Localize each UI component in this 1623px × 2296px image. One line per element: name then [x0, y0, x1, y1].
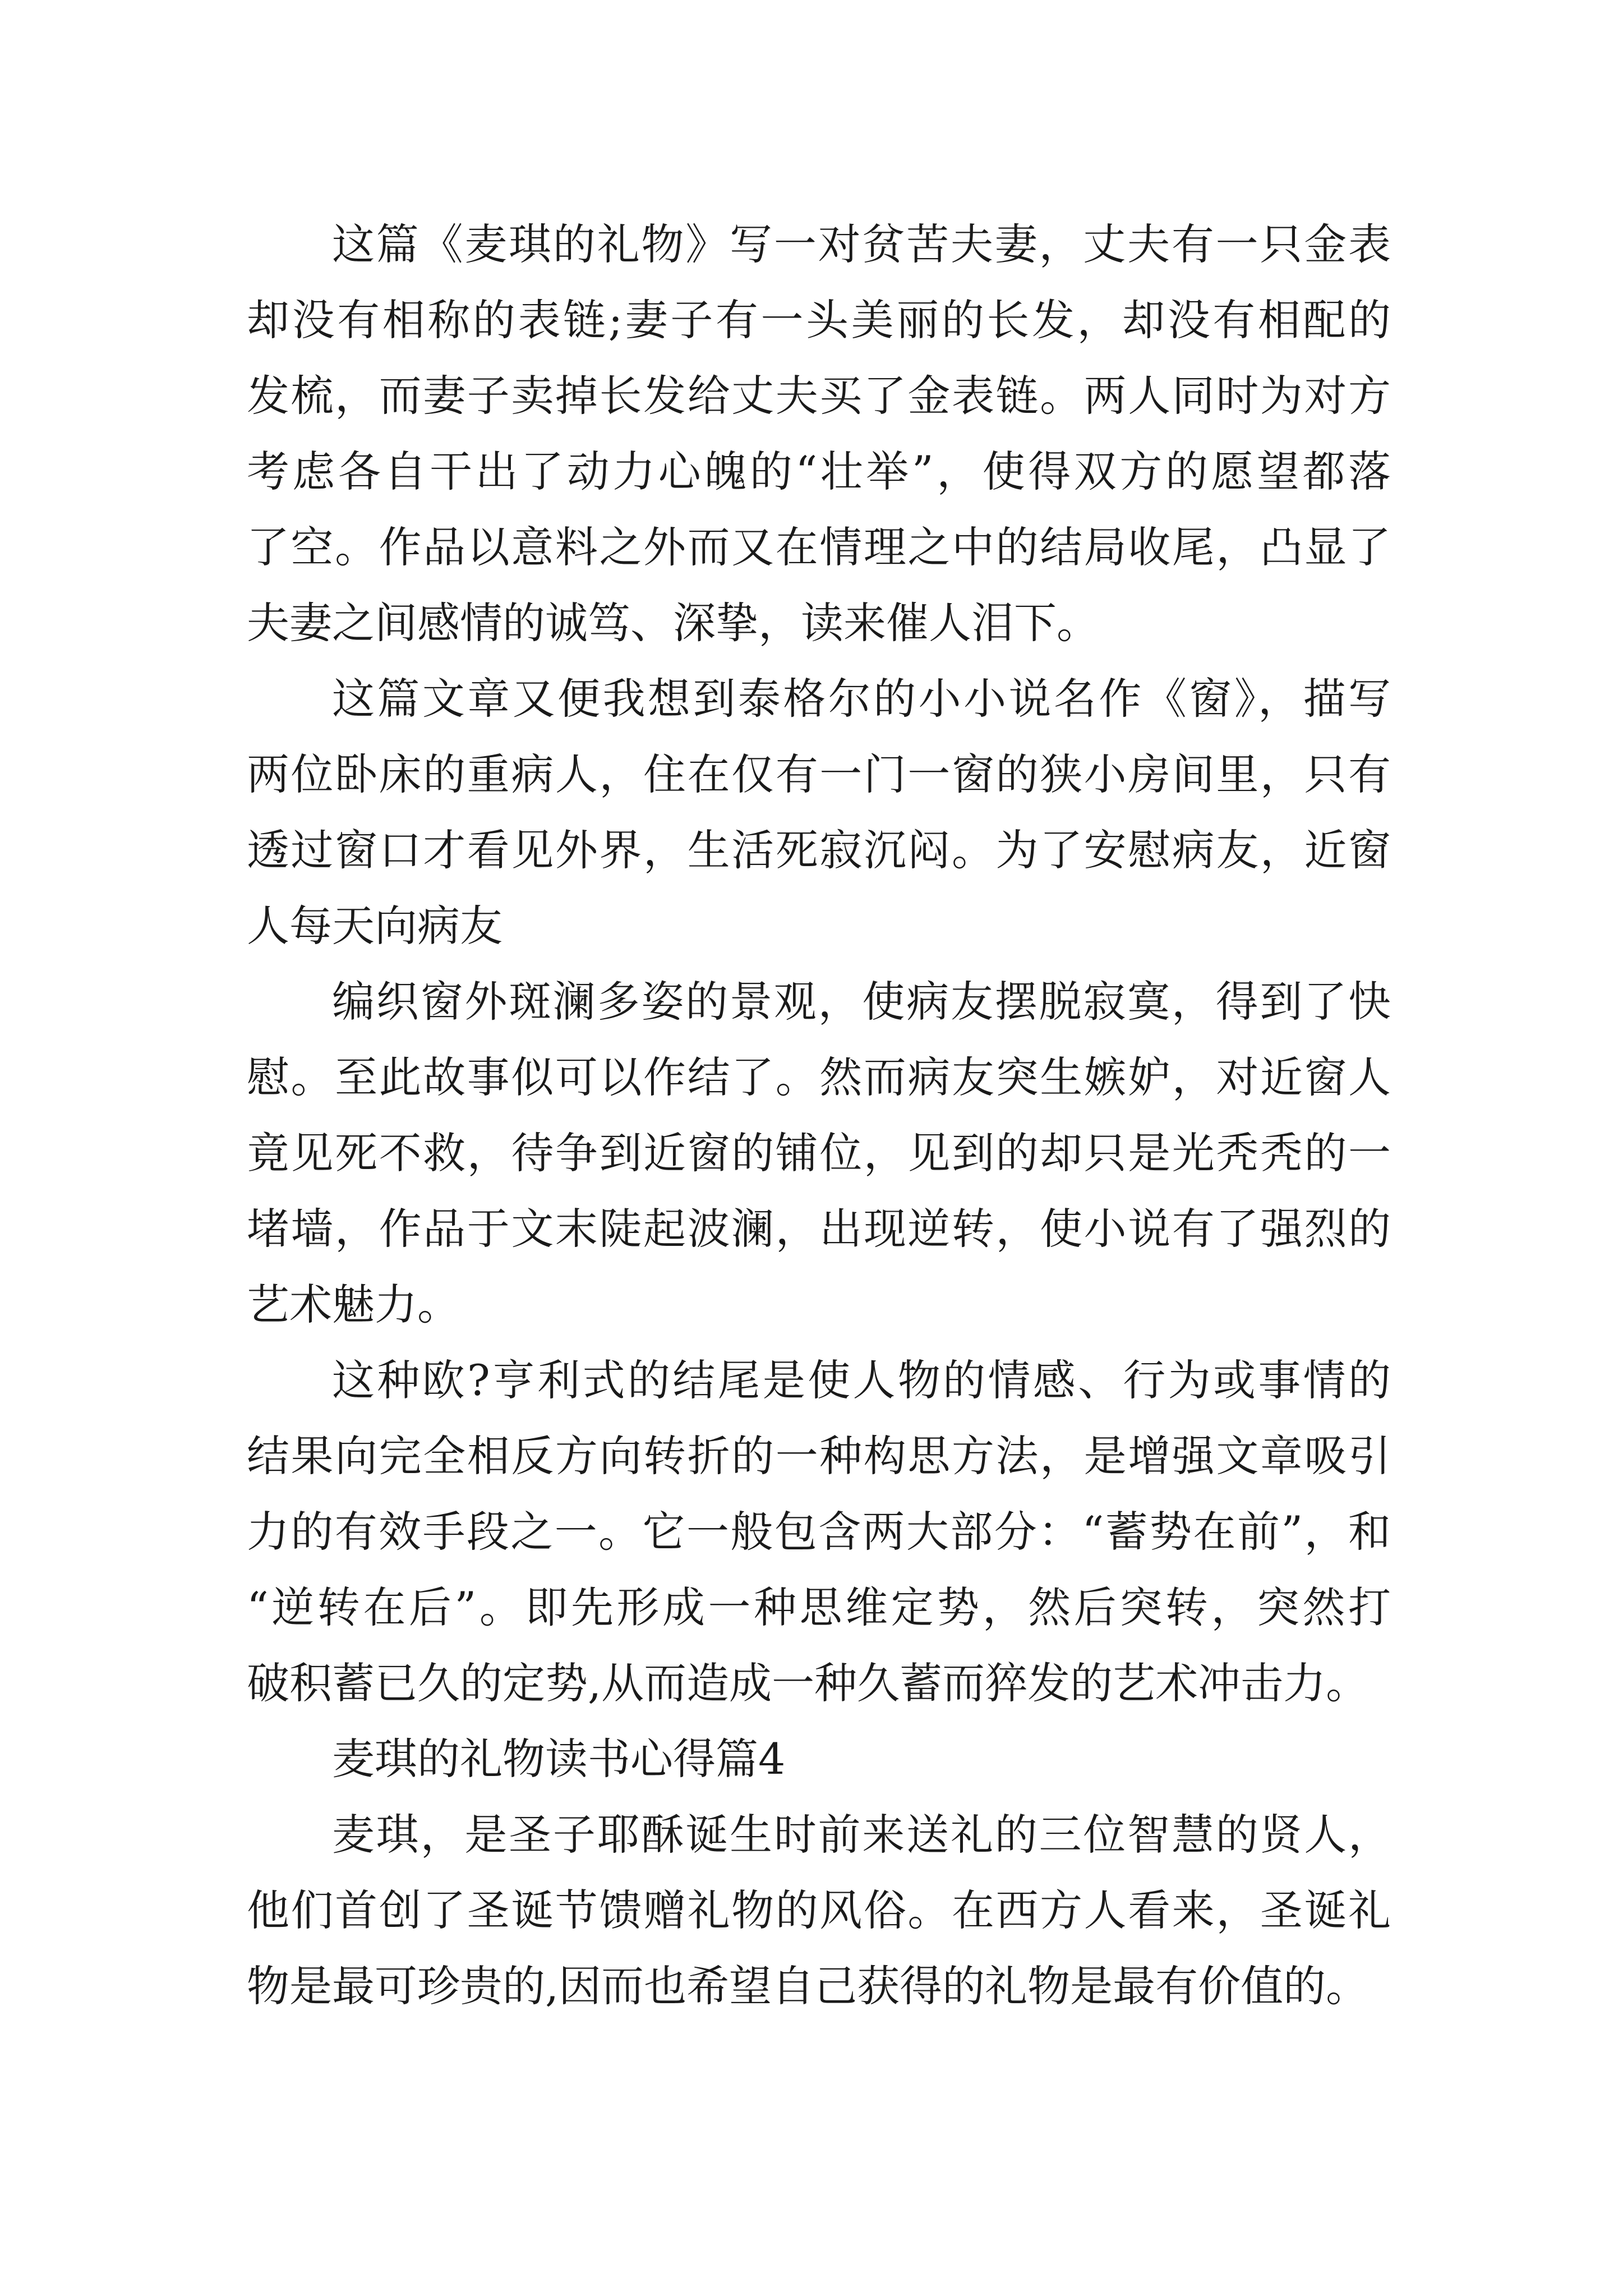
- paragraph-first-line: 这篇文章又便我想到泰格尔的小小说名作《窗》，描写: [332, 674, 1391, 724]
- text-line: 堵墙，作品于文末陡起波澜，出现逆转，使小说有了强烈的: [247, 1204, 1391, 1254]
- text-line: 夫妻之间感情的诚笃、深挚，读来催人泪下。: [247, 598, 1099, 648]
- paragraph-first-line: 麦琪的礼物读书心得篇4: [332, 1734, 786, 1784]
- text-line: 结果向完全相反方向转折的一种构思方法，是增强文章吸引: [247, 1431, 1391, 1481]
- paragraph-first-line: 这篇《麦琪的礼物》写一对贫苦夫妻，丈夫有一只金表: [332, 219, 1391, 269]
- text-line: 力的有效手段之一。它一般包含两大部分：“蓄势在前”，和: [247, 1507, 1391, 1557]
- text-line: 两位卧床的重病人，住在仅有一门一窗的狭小房间里，只有: [247, 749, 1391, 799]
- text-line: 破积蓄已久的定势,从而造成一种久蓄而猝发的艺术冲击力。: [247, 1658, 1369, 1708]
- text-line: 竟见死不救，待争到近窗的铺位，见到的却只是光秃秃的一: [247, 1128, 1391, 1178]
- text-line: 人每天向病友: [247, 901, 502, 951]
- paragraph-first-line: 编织窗外斑澜多姿的景观，使病友摆脱寂寞，得到了快: [332, 977, 1391, 1027]
- text-line: 了空。作品以意料之外而又在情理之中的结局收尾，凸显了: [247, 522, 1391, 572]
- text-line: 他们首创了圣诞节馈赠礼物的风俗。在西方人看来，圣诞礼: [247, 1885, 1391, 1935]
- paragraph-first-line: 麦琪，是圣子耶酥诞生时前来送礼的三位智慧的贤人，: [332, 1810, 1391, 1860]
- text-line: 发梳，而妻子卖掉长发给丈夫买了金表链。两人同时为对方: [247, 371, 1391, 421]
- document-body: [247, 206, 1391, 2024]
- text-line: 却没有相称的表链;妻子有一头美丽的长发，却没有相配的: [247, 295, 1391, 345]
- text-line: 透过窗口才看见外界，生活死寂沉闷。为了安慰病友，近窗: [247, 825, 1391, 875]
- text-line: 物是最可珍贵的,因而也希望自己获得的礼物是最有价值的。: [247, 1961, 1369, 2011]
- text-line: 艺术魅力。: [247, 1280, 460, 1329]
- text-line: “逆转在后”。即先形成一种思维定势，然后突转，突然打: [247, 1582, 1391, 1632]
- paragraph-first-line: 这种欧?亨利式的结尾是使人物的情感、行为或事情的: [332, 1355, 1391, 1405]
- text-line: 慰。至此故事似可以作结了。然而病友突生嫉妒，对近窗人: [247, 1052, 1391, 1102]
- text-line: 考虑各自干出了动力心魄的“壮举”，使得双方的愿望都落: [247, 447, 1391, 496]
